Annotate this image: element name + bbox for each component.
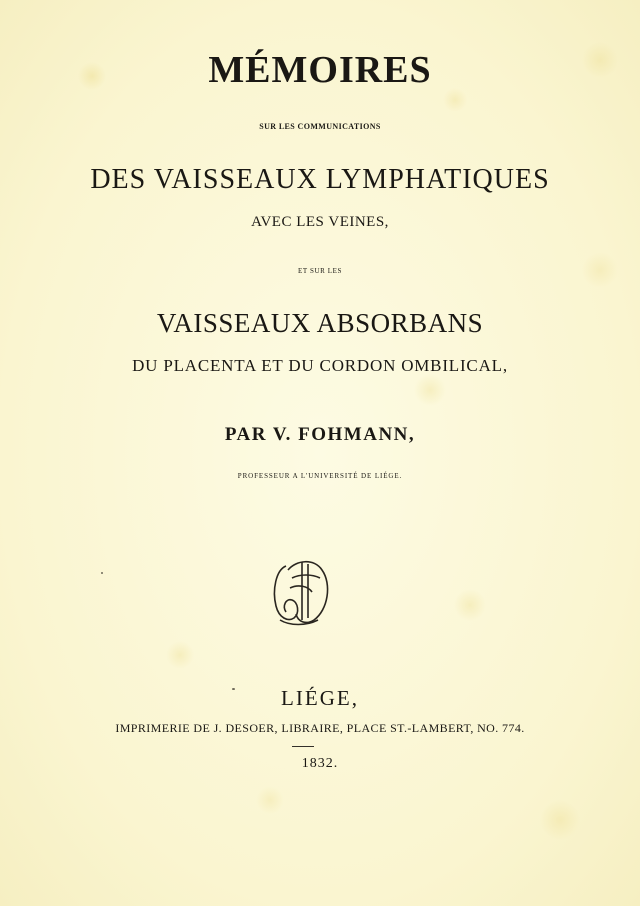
monogram-icon (262, 548, 346, 632)
paper-speck (101, 572, 103, 574)
heading-lymphatic-vessels: DES VAISSEAUX LYMPHATIQUES (90, 164, 550, 195)
place-of-publication: LIÉGE, (281, 686, 359, 710)
subtitle-placenta: DU PLACENTA ET DU CORDON OMBILICAL, (132, 356, 508, 375)
author-affiliation: PROFESSEUR A L'UNIVERSITÉ DE LIÉGE. (237, 472, 403, 480)
subtitle-veins: AVEC LES VEINES, (251, 214, 389, 230)
subtitle-et-sur-les: ET SUR LES (298, 267, 342, 275)
paper-speck (232, 688, 235, 690)
subtitle-communications: SUR LES COMMUNICATIONS (259, 122, 381, 131)
book-title: MÉMOIRES (208, 49, 432, 91)
printer-imprint: IMPRIMERIE DE J. DESOER, LIBRAIRE, PLACE ST.-LAMBERT, NO. 774. (115, 721, 525, 735)
author-line: PAR V. FOHMANN, (224, 424, 416, 445)
heading-absorbent-vessels: VAISSEAUX ABSORBANS (156, 308, 484, 338)
divider-rule (292, 746, 314, 747)
publication-year: 1832. (301, 756, 339, 771)
